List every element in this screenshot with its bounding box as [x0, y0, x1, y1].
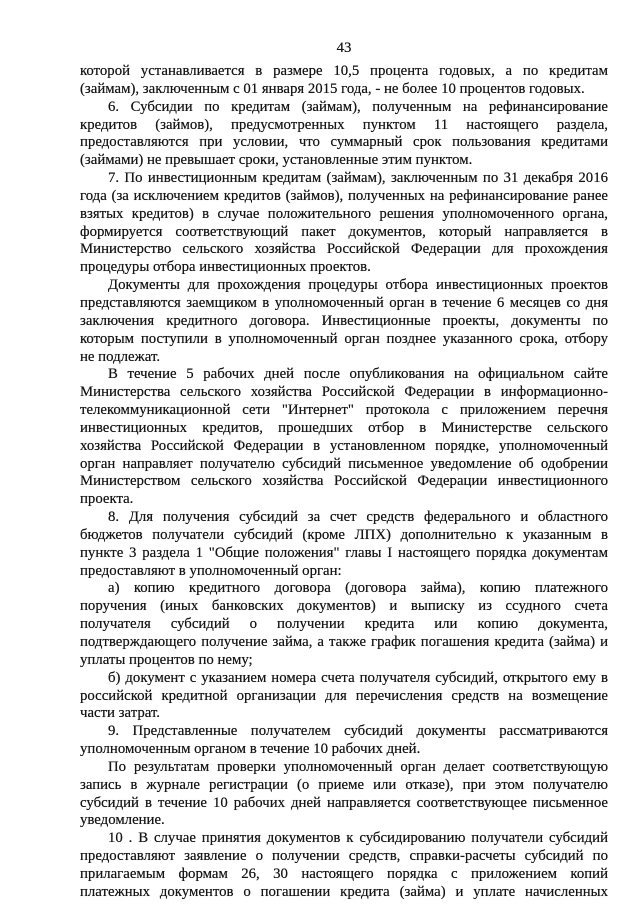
text-line: хозяйства Российской Федерации в установленном порядке, уполномоченный: [80, 437, 608, 454]
text-line: Министерством сельского хозяйства Российской Федерации инвестиционного: [80, 473, 608, 490]
paragraph: [80, 277, 608, 366]
text-line: телекоммуникационной сети "Интернет" протокола с приложением перечня: [80, 402, 608, 419]
text-line: предоставляют заявление о получении средств, справки-расчеты субсидий по: [80, 848, 608, 865]
text-line: российской кредитной организации для перечисления средств на возмещение: [80, 687, 608, 704]
text-line: которым поступили в уполномоченный орган позднее указанного срока, отбору: [80, 330, 608, 347]
text-line: года (за исключением кредитов (займов), полученных на рефинансирование ранее: [80, 187, 608, 204]
text-line: В течение 5 рабочих дней после опубликования на официальном сайте: [108, 366, 608, 383]
text-line: части затрат.: [80, 705, 160, 722]
page-number: 43: [336, 40, 352, 56]
text-line: проекта.: [80, 491, 134, 508]
text-line: предоставляют в уполномоченный орган:: [80, 562, 342, 579]
text-line: а) копию кредитного договора (договора займа), копию платежного: [108, 580, 608, 597]
document-body: [80, 63, 608, 902]
text-line: инвестиционных кредитов, прошедших отбор в Министерстве сельского: [80, 419, 608, 436]
text-line: которой устанавливается в размере 10,5 процента годовых, а по кредитам: [80, 63, 608, 79]
text-line: 7. По инвестиционным кредитам (займам), заключенным по 31 декабря 2016: [108, 170, 608, 187]
paragraph: [80, 170, 608, 277]
paragraph: [80, 366, 608, 509]
paragraph: [80, 830, 608, 901]
text-line: получателя субсидий о получении кредита или копию документа,: [80, 616, 608, 633]
text-line: бюджетов получатели субсидий (кроме ЛПХ) дополнительно к указанным в: [80, 526, 608, 543]
paragraph: [80, 509, 608, 580]
text-line: запись в журнале регистрации (о приеме или отказе), при этом получателю: [80, 776, 608, 793]
text-line: субсидий в течение 10 рабочих дней направляется соответствующее письменное: [80, 794, 608, 811]
text-line: орган направляет получателю субсидий письменное уведомление об одобрении: [80, 455, 608, 472]
paragraph: [80, 759, 608, 830]
text-line: По результатам проверки уполномоченный орган делает соответствующую: [108, 758, 608, 775]
paragraph: [80, 580, 608, 669]
text-line: платежных документов о погашении кредита (займа) и уплате начисленных: [80, 883, 608, 900]
paragraph: [80, 723, 608, 759]
text-line: уплаты процентов по нему;: [80, 651, 253, 668]
text-line: (займами) не превышает сроки, установленные этим пунктом.: [80, 152, 473, 169]
text-line: б) документ с указанием номера счета получателя субсидий, открытого ему в: [108, 669, 608, 686]
paragraph: [80, 99, 608, 170]
text-line: подтверждающего получение займа, а также график погашения кредита (займа) и: [80, 634, 608, 650]
text-line: предоставляются при условии, что суммарный срок пользования кредитами: [80, 134, 608, 151]
paragraph: [80, 63, 608, 99]
text-line: формируется соответствующий пакет документов, который направляется в: [80, 223, 608, 240]
text-line: кредитов (займов), предусмотренных пунктом 11 настоящего раздела,: [80, 116, 608, 133]
text-line: Министерства сельского хозяйства Российской Федерации в информационно-: [80, 384, 608, 401]
text-line: не подлежат.: [80, 348, 161, 365]
text-line: прилагаемым формам 26, 30 настоящего порядка с приложением копий: [80, 865, 608, 882]
text-line: пункте 3 раздела 1 "Общие положения" главы I настоящего порядка документам: [80, 544, 608, 561]
text-line: 6. Субсидии по кредитам (займам), полученным на рефинансирование: [108, 98, 608, 115]
text-line: уведомление.: [80, 812, 165, 829]
text-line: Документы для прохождения процедуры отбора инвестиционных проектов: [108, 277, 608, 294]
paragraph: [80, 670, 608, 724]
text-line: поручения (иных банковских документов) и выписку из ссудного счета: [80, 598, 608, 615]
text-line: 10 . В случае принятия документов к субсидированию получатели субсидий: [108, 830, 608, 847]
text-line: представляются заемщиком в уполномоченный орган в течение 6 месяцев со дня: [80, 294, 608, 311]
text-line: Министерство сельского хозяйства Российской Федерации для прохождения: [80, 241, 608, 258]
text-line: процедуры отбора инвестиционных проектов.: [80, 259, 371, 276]
text-line: 9. Представленные получателем субсидий документы рассматриваются: [108, 723, 608, 740]
text-line: 8. Для получения субсидий за счет средств федерального и областного: [108, 509, 608, 526]
text-line: взятых кредитов) в случае положительного решения уполномоченного органа,: [80, 205, 608, 222]
text-line: заключения кредитного договора. Инвестиционные проекты, документы по: [80, 312, 608, 329]
text-line: (займам), заключенным с 01 января 2015 года, - не более 10 процентов годовых.: [80, 80, 585, 97]
text-line: уполномоченным органом в течение 10 рабочих дней.: [80, 741, 421, 758]
